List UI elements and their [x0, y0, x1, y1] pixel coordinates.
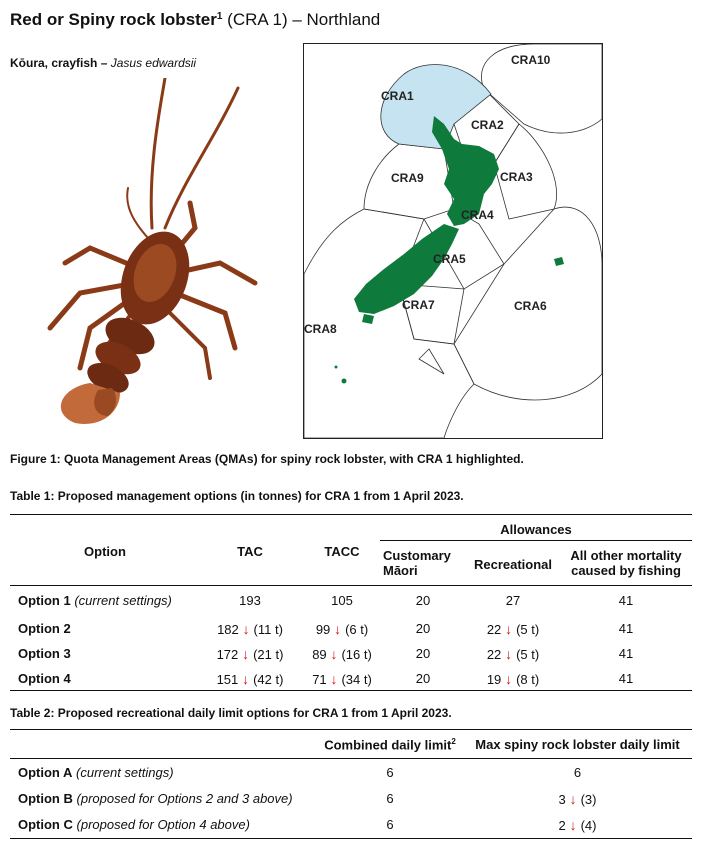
recreational-value: 27	[505, 593, 521, 608]
customary-line1: Customary	[383, 548, 451, 563]
tacc-value: 105	[331, 593, 353, 608]
other-line2: caused by fishing	[571, 563, 681, 578]
lobster-illustration	[20, 78, 280, 428]
decrease-arrow-icon: ↓	[501, 646, 517, 662]
decrease-arrow-icon: ↓	[330, 621, 346, 637]
option-name: Option C	[18, 817, 73, 832]
table1-header-other	[563, 548, 689, 578]
option-name: Option 3	[18, 646, 71, 661]
option-name: Option A	[18, 765, 73, 780]
other-line1: All other mortality	[570, 548, 682, 563]
map-label-cra6: CRA6	[514, 299, 547, 313]
table1-header-tac: TAC	[237, 544, 263, 559]
title-bold: Red or Spiny rock lobster	[10, 10, 217, 29]
lobster-image	[20, 78, 280, 428]
decrease-arrow-icon: ↓	[501, 671, 517, 687]
tacc-cell	[287, 621, 397, 637]
map-label-cra1: CRA1	[381, 89, 414, 103]
combined-limit-cell: 6	[386, 765, 394, 780]
max-limit-cell	[470, 765, 685, 780]
table2-header-rule	[10, 758, 692, 759]
table2-header-max: Max spiny rock lobster daily limit	[475, 737, 680, 752]
tac-value: 172	[216, 647, 239, 662]
map-label-cra10: CRA10	[511, 53, 551, 67]
recreational-change: (5 t)	[516, 647, 540, 662]
map-label-cra8: CRA8	[304, 322, 337, 336]
table1-header-option: Option	[84, 544, 126, 559]
other-mortality-cell: 41	[618, 621, 634, 636]
table1-header-rule	[10, 585, 692, 586]
max-limit-value: 6	[573, 765, 582, 780]
tacc-change: (16 t)	[341, 647, 372, 662]
map-label-cra4: CRA4	[461, 208, 494, 222]
option-note: (current settings)	[74, 593, 172, 608]
table1-row-label	[18, 671, 71, 686]
table2-row-label	[18, 765, 174, 780]
max-limit-value: 3	[558, 792, 566, 807]
map-label-cra9: CRA9	[391, 171, 424, 185]
page-title	[10, 10, 380, 30]
decrease-arrow-icon: ↓	[238, 646, 254, 662]
qma-map	[303, 43, 603, 439]
table2-caption: Table 2: Proposed recreational daily limit options for CRA 1 from 1 April 2023.	[10, 706, 452, 720]
species-line	[10, 56, 196, 70]
qma-map-svg	[304, 44, 602, 438]
option-name: Option 2	[18, 621, 71, 636]
option-note: (current settings)	[76, 765, 174, 780]
map-label-cra5: CRA5	[433, 252, 466, 266]
tac-value: 193	[239, 593, 261, 608]
table1-row-label	[18, 646, 71, 661]
combined-limit-cell: 6	[386, 817, 394, 832]
common-name: Kōura, crayfish –	[10, 56, 111, 70]
recreational-cell	[463, 621, 563, 637]
customary-cell: 20	[415, 593, 431, 608]
tacc-cell	[287, 593, 397, 608]
option-note: (proposed for Options 2 and 3 above)	[76, 791, 293, 806]
tacc-change: (6 t)	[345, 622, 369, 637]
table1-allowances-rule	[380, 540, 692, 541]
recreational-value: 19	[486, 672, 502, 687]
table2-header-combined	[310, 737, 470, 752]
map-label-cra7: CRA7	[402, 298, 435, 312]
customary-cell: 20	[415, 621, 431, 636]
tac-value: 182	[217, 622, 239, 637]
combined-limit-cell: 6	[386, 791, 394, 806]
recreational-change: (8 t)	[516, 672, 540, 687]
decrease-arrow-icon: ↓	[238, 671, 254, 687]
tacc-value: 89	[312, 647, 327, 662]
recreational-change: (5 t)	[516, 622, 540, 637]
decrease-arrow-icon: ↓	[326, 671, 342, 687]
tac-change: (21 t)	[253, 647, 284, 662]
option-note: (proposed for Option 4 above)	[76, 817, 250, 832]
table2-row-label	[18, 817, 250, 832]
recreational-cell	[463, 593, 563, 608]
figure-caption: Figure 1: Quota Management Areas (QMAs) for spiny rock lobster, with CRA 1 highlighted.	[10, 452, 524, 466]
title-rest: (CRA 1) – Northland	[222, 10, 381, 29]
max-limit-change: (3)	[580, 792, 597, 807]
tac-value: 151	[216, 672, 239, 687]
table1-top-rule	[10, 514, 692, 515]
customary-cell: 20	[415, 671, 431, 686]
table1-header-tacc: TACC	[324, 544, 360, 559]
max-limit-change: (4)	[580, 818, 597, 833]
table1-allowances-header: Allowances	[500, 522, 572, 537]
decrease-arrow-icon: ↓	[501, 621, 517, 637]
recreational-value: 22	[486, 647, 502, 662]
table1-caption: Table 1: Proposed management options (in tonnes) for CRA 1 from 1 April 2023.	[10, 489, 464, 503]
recreational-value: 22	[486, 622, 502, 637]
chatham-islands	[554, 257, 564, 266]
tacc-value: 71	[312, 672, 327, 687]
table1-row-label	[18, 621, 71, 636]
table2-row-label	[18, 791, 293, 806]
table2-top-rule	[10, 729, 692, 730]
decrease-arrow-icon: ↓	[565, 817, 581, 833]
table2-bottom-rule	[10, 838, 692, 839]
combined-label: Combined daily limit	[324, 737, 452, 753]
decrease-arrow-icon: ↓	[326, 646, 342, 662]
other-mortality-cell: 41	[618, 671, 634, 686]
recreational-cell	[463, 671, 563, 687]
max-limit-value: 2	[558, 818, 566, 833]
option-name: Option 1	[18, 593, 71, 608]
tacc-cell	[287, 646, 397, 662]
tacc-cell	[287, 671, 397, 687]
recreational-cell	[463, 646, 563, 662]
table1-header-customary	[383, 548, 463, 578]
max-limit-cell	[470, 791, 685, 807]
decrease-arrow-icon: ↓	[238, 621, 254, 637]
table1-bottom-rule	[10, 690, 692, 691]
map-label-cra2: CRA2	[471, 118, 504, 132]
other-mortality-cell: 41	[618, 593, 634, 608]
scientific-name: Jasus edwardsii	[110, 56, 197, 70]
tac-change: (42 t)	[253, 672, 284, 687]
table1-header-recreational: Recreational	[473, 557, 553, 572]
customary-line2: Māori	[383, 563, 418, 578]
decrease-arrow-icon: ↓	[565, 791, 581, 807]
tacc-value: 99	[315, 622, 331, 637]
title-footnote-mark: 1	[216, 11, 223, 22]
map-label-cra3: CRA3	[500, 170, 533, 184]
tacc-change: (34 t)	[341, 672, 372, 687]
table1-row-label	[18, 593, 172, 608]
tac-change: (11 t)	[253, 622, 283, 637]
combined-footnote-mark: 2	[451, 737, 456, 746]
customary-cell: 20	[415, 646, 431, 661]
other-mortality-cell: 41	[618, 646, 634, 661]
option-name: Option 4	[18, 671, 71, 686]
max-limit-cell	[470, 817, 685, 833]
option-name: Option B	[18, 791, 73, 806]
stewart-island	[362, 314, 374, 324]
